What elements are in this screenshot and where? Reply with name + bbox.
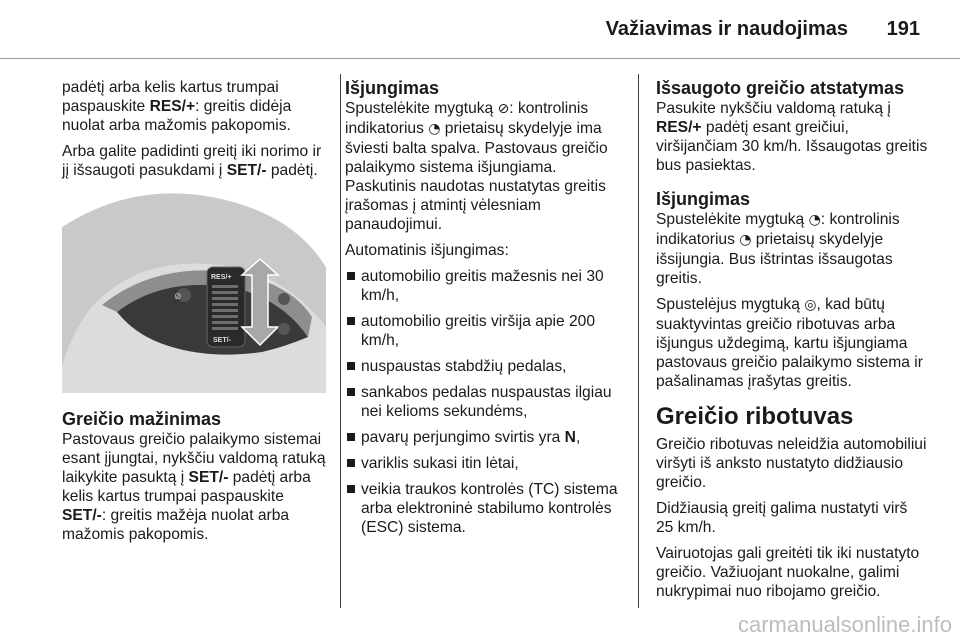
list-item: veikia traukos kontrolės (TC) sistema arba elektroninė stabilumo kontrolės (ESC) sistema.: [345, 480, 627, 537]
list-item: sankabos pedalas nuspaustas ilgiau nei kelioms sekundėms,: [345, 383, 627, 421]
figure-label-set: SET/-: [213, 337, 231, 344]
page-title: Važiavimas ir naudojimas: [605, 18, 848, 40]
paragraph: Spustelėjus mygtuką ◎, kad būtų suaktyvintas greičio ribotuvas arba išjungus uždegimą, kartu išjungiama pastovaus greičio palaikymo sistema ir pašalinamas įrašytas greitis.: [656, 296, 923, 390]
paragraph: Automatinis išjungimas:: [345, 242, 509, 259]
section-heading: Išsaugoto greičio atstatymas: [656, 78, 905, 98]
list-item: nuspaustas stabdžių pedalas,: [345, 357, 627, 376]
auto-off-list: [345, 267, 627, 537]
steering-wheel-controls-figure: [62, 187, 326, 393]
paragraph: Spustelėkite mygtuką ◔: kontrolinis indikatorius ◔ prietaisų skydelyje išsijungia. Bus ištrintas išsaugotas greitis.: [656, 211, 900, 287]
header-rule: [0, 58, 960, 59]
page-number: 191: [886, 18, 920, 40]
list-item: automobilio greitis mažesnis nei 30 km/h,: [345, 267, 627, 305]
column-1: [62, 78, 326, 551]
watermark: carmanualsonline.info: [737, 612, 952, 637]
list-item: automobilio greitis viršija apie 200 km/h,: [345, 312, 627, 350]
list-item: pavarų perjungimo svirtis yra N,: [345, 428, 627, 447]
figure-label-res: RES/+: [211, 274, 232, 281]
paragraph: Pasukite nykščiu valdomą ratuką į RES/+ padėtį esant greičiui, viršijančiam 30 km/h. Išsaugotas greitis bus pasiektas.: [656, 100, 928, 174]
speed-limiter-icon: ◎: [804, 297, 817, 313]
column-3: [656, 78, 928, 608]
section-title: Greičio ribotuvas: [656, 403, 854, 430]
paragraph: Pastovaus greičio palaikymo sistemai esant įjungtai, nykščiu valdomą ratuką laikykite pasuktą į SET/- padėtį arba kelis kartus trumpai paspauskite SET/-: greitis mažėja nuolat arba mažomis pakopomis.: [62, 431, 326, 543]
cruise-cancel-icon: ⊘: [497, 101, 510, 117]
cruise-indicator-icon: ◔: [739, 232, 752, 248]
cruise-indicator-icon: ◔: [428, 121, 441, 137]
cruise-indicator-icon: ◔: [808, 212, 821, 228]
column-divider-1: [340, 74, 341, 608]
list-item: variklis sukasi itin lėtai,: [345, 454, 627, 473]
paragraph: Arba galite padidinti greitį iki norimo ir jį išsaugoti pasukdami į SET/- padėtį.: [62, 143, 322, 179]
column-divider-2: [638, 74, 639, 608]
svg-text:⊘: ⊘: [174, 292, 182, 302]
column-2: [345, 78, 627, 544]
paragraph: Greičio ribotuvas neleidžia automobiliui viršyti iš anksto nustatyto didžiausio greičio.: [656, 436, 927, 491]
section-heading: Greičio mažinimas: [62, 409, 222, 429]
paragraph: Vairuotojas gali greitėti tik iki nustatyto greičio. Važiuojant nuokalne, galimi nukrypimai nuo ribojamo greičio.: [656, 545, 920, 600]
page-header: [0, 0, 960, 62]
paragraph: Didžiausią greitį galima nustatyti virš 25 km/h.: [656, 500, 908, 536]
section-heading: Išjungimas: [345, 78, 440, 98]
paragraph: Spustelėkite mygtuką ⊘: kontrolinis indikatorius ◔ prietaisų skydelyje ima šviesti balta spalva. Pastovaus greičio palaikymo sistema išjungiama. Paskutinis naudotas nustatytas greitis įrašomas į atmintį vėlesniam panaudojimui.: [345, 100, 608, 233]
section-heading: Išjungimas: [656, 189, 751, 209]
paragraph: padėtį arba kelis kartus trumpai paspauskite RES/+: greitis didėja nuolat arba mažomis pakopomis.: [62, 79, 292, 134]
